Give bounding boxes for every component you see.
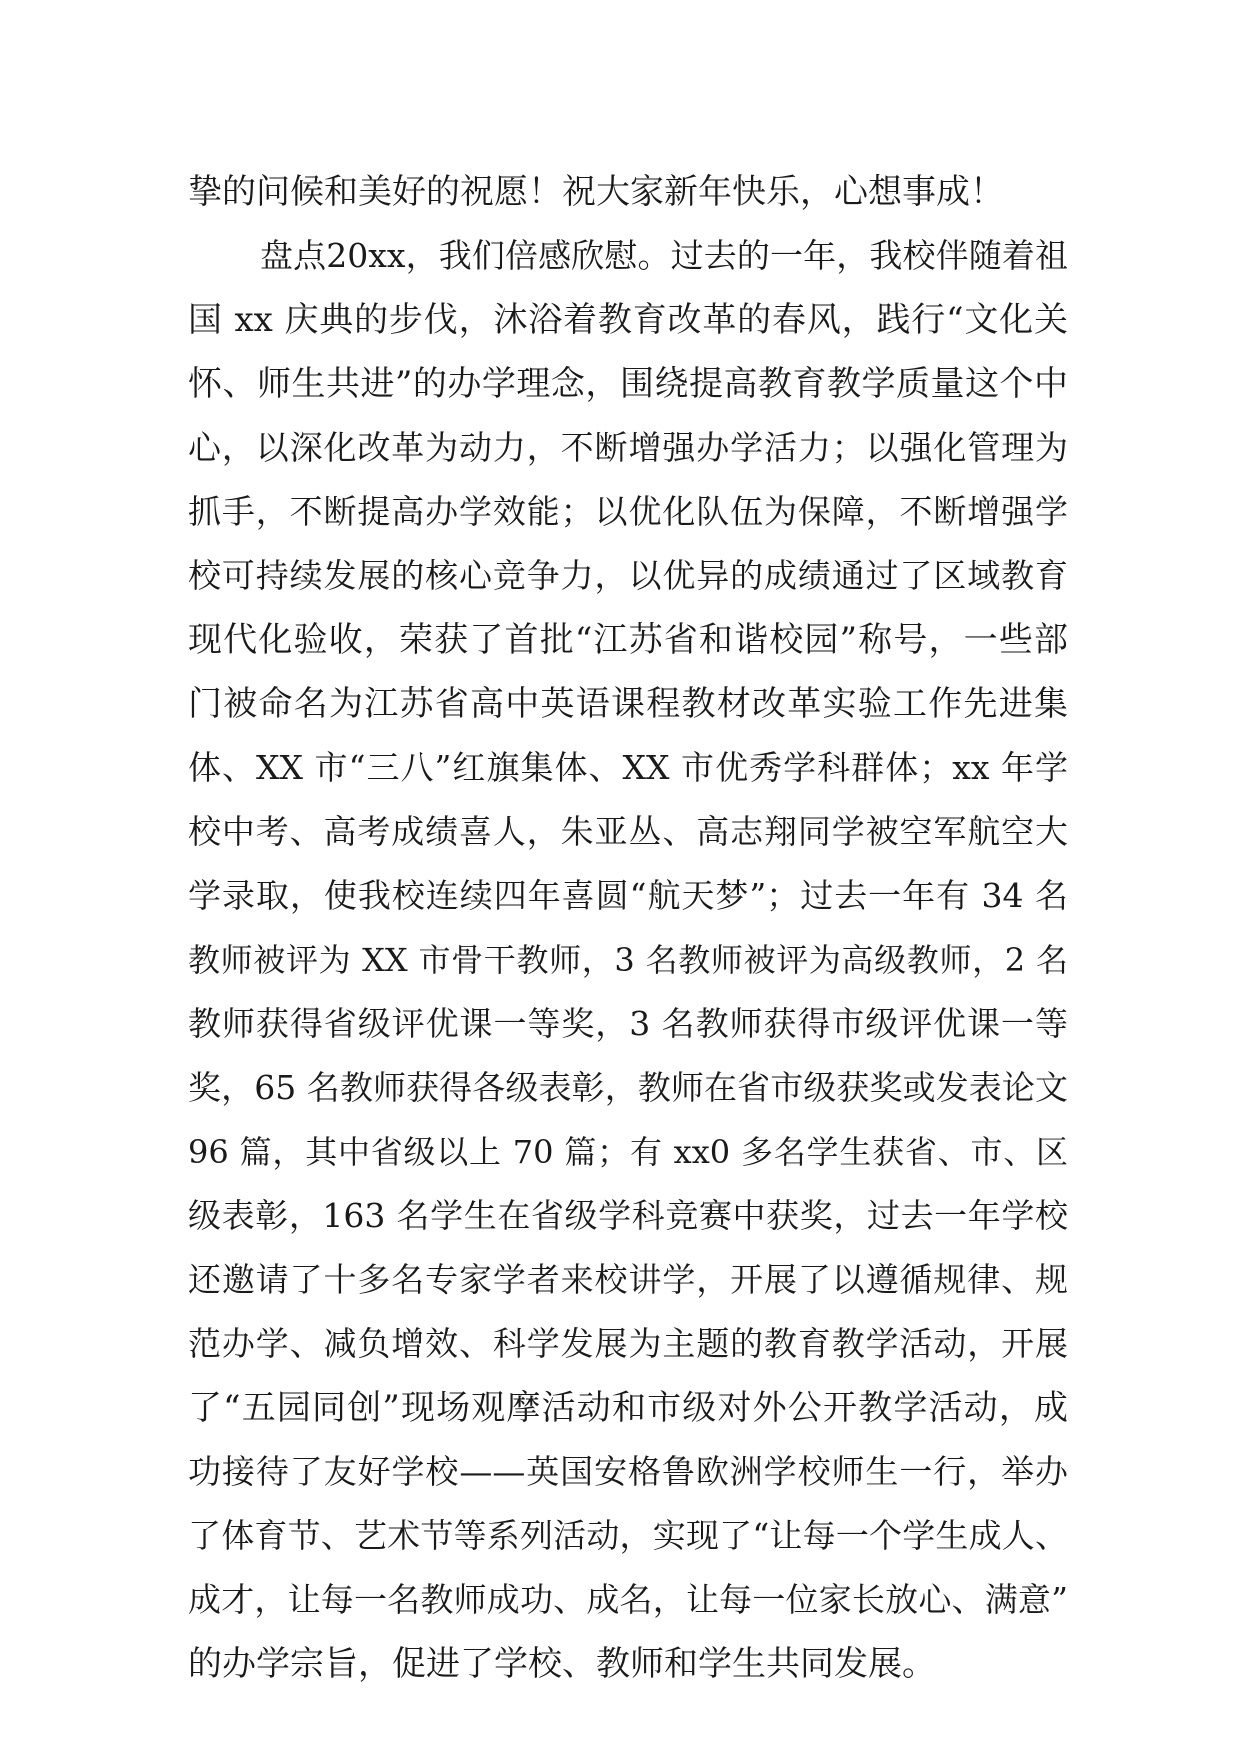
- text-line: 心，以深化改革为动力，不断增强办学活力；以强化管理为: [188, 428, 1068, 467]
- text-line: 现代化验收，荣获了首批“江苏省和谐校园”称号，一些部: [188, 620, 1068, 660]
- paragraph-last-line: 的办学宗旨，促进了学校、教师和学生共同发展。: [188, 1644, 936, 1684]
- text-line: 国 xx 庆典的步伐，沐浴着教育改革的春风，践行“文化关: [188, 300, 1068, 340]
- text-line: 校可持续发展的核心竞争力，以优异的成绩通过了区域教育: [188, 556, 1068, 595]
- text-line: 挚的问候和美好的祝愿！祝大家新年快乐，心想事成！: [188, 172, 1004, 212]
- paragraph-first-line: 盘点20xx，我们倍感欣慰。过去的一年，我校伴随着祖: [260, 236, 1068, 275]
- text-line: 还邀请了十多名专家学者来校讲学，开展了以遵循规律、规: [188, 1260, 1068, 1299]
- text-line: 校中考、高考成绩喜人，朱亚丛、高志翔同学被空军航空大: [188, 812, 1068, 851]
- text-line: 功接待了友好学校——英国安格鲁欧洲学校师生一行，举办: [188, 1452, 1068, 1491]
- text-line: 门被命名为江苏省高中英语课程教材改革实验工作先进集: [188, 684, 1068, 724]
- text-line: 学录取，使我校连续四年喜圆“航天梦”；过去一年有 34 名: [188, 876, 1068, 915]
- text-line: 成才，让每一名教师成功、成名，让每一位家长放心、满意”: [188, 1580, 1068, 1619]
- body-text: [188, 160, 1068, 1696]
- text-line: 奖，65 名教师获得各级表彰，教师在省市级获奖或发表论文: [188, 1068, 1068, 1107]
- text-line: 96 篇，其中省级以上 70 篇；有 xx0 多名学生获省、市、区: [188, 1133, 1068, 1171]
- text-line: 了体育节、艺术节等系列活动，实现了“让每一个学生成人、: [188, 1516, 1068, 1555]
- text-line: 范办学、减负增效、科学发展为主题的教育教学活动，开展: [188, 1324, 1068, 1363]
- text-line: 级表彰，163 名学生在省级学科竞赛中获奖，过去一年学校: [188, 1196, 1068, 1235]
- text-line: 怀、师生共进”的办学理念，围绕提高教育教学质量这个中: [188, 364, 1068, 404]
- text-line: 了“五园同创”现场观摩活动和市级对外公开教学活动，成: [188, 1388, 1068, 1428]
- text-line: 教师获得省级评优课一等奖，3 名教师获得市级评优课一等: [188, 1004, 1068, 1043]
- text-line: 体、XX 市“三八”红旗集体、XX 市优秀学科群体；xx 年学: [188, 748, 1068, 787]
- text-line: 教师被评为 XX 市骨干教师，3 名教师被评为高级教师，2 名: [188, 941, 1068, 979]
- text-line: 抓手，不断提高办学效能；以优化队伍为保障，不断增强学: [188, 492, 1068, 531]
